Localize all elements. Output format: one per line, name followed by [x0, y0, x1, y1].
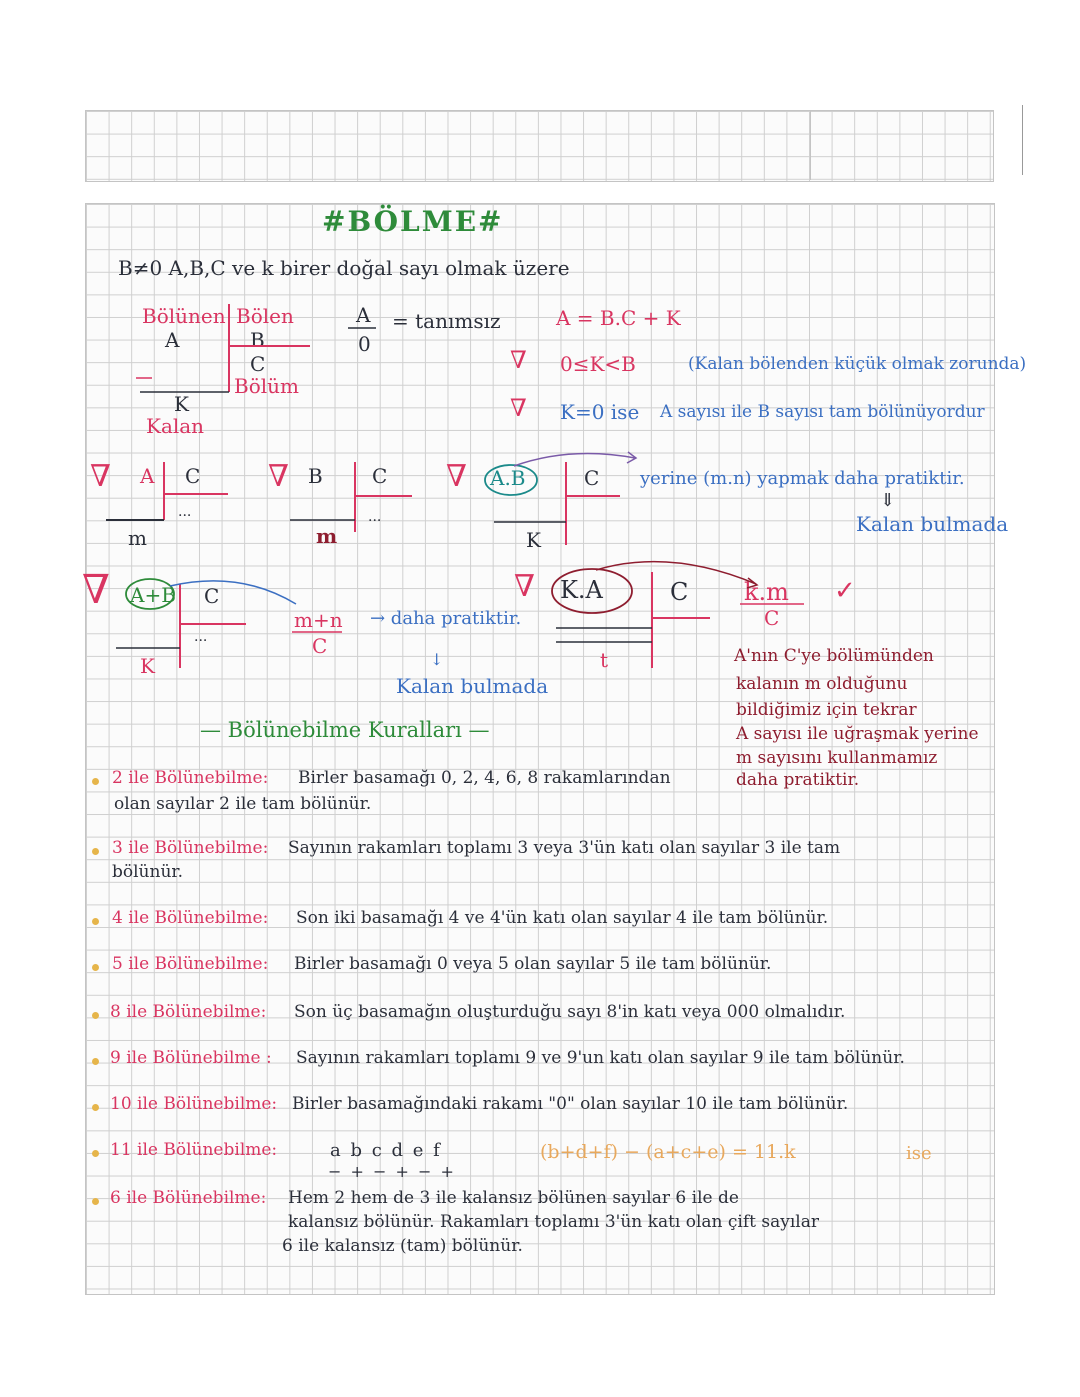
rule-8-text: Son üç basamağın oluşturduğu sayı 8'in katı veya 000 olmalıdır. [294, 1002, 846, 1022]
rule-11-formula: (b+d+f) − (a+c+e) = 11.k [540, 1141, 796, 1163]
note-1-expr: 0≤K<B [560, 352, 636, 376]
rule-11-suffix: ise [906, 1143, 932, 1164]
row2-d1-bottom: K [140, 654, 155, 678]
rule-4-text: Son iki basamağı 4 ve 4'ün katı olan sayılar 4 ile tam bölünür. [296, 908, 829, 928]
rule-3-text: Sayının rakamları toplamı 3 veya 3'ün katı olan sayılar 3 ile tam [288, 838, 841, 858]
rule-9-name: 9 ile Bölünebilme : [110, 1048, 272, 1068]
rule-9-text: Sayının rakamları toplamı 9 ve 9'un katı olan sayılar 9 ile tam bölünür. [296, 1048, 905, 1068]
row2-d1-arrow [170, 581, 296, 608]
rule-10-text: Birler basamağındaki rakamı "0" olan sayılar 10 ile tam bölünür. [292, 1094, 849, 1114]
rule-11-name: 11 ile Bölünebilme: [110, 1140, 278, 1160]
row1-mark-1: ∇ [90, 459, 111, 494]
row2-note2: Kalan bulmada [396, 674, 549, 698]
rule-10-name: 10 ile Bölünebilme: [110, 1094, 278, 1114]
frac-num-A: A [356, 303, 371, 327]
note-1-mark: ∇ [510, 346, 527, 374]
page-title: #BÖLME# [322, 205, 504, 238]
row2-d2-a: K.A [560, 576, 603, 604]
explain-line-1: A'nın C'ye bölümünden [734, 646, 934, 666]
row1-d3-b: C [584, 466, 600, 490]
label-kalan: Kalan [146, 414, 205, 438]
label-K: K [174, 392, 189, 416]
row1-mark-2: ∇ [268, 459, 289, 494]
rule-6-text2: kalansız bölünür. Rakamları toplamı 3'ün katı olan çift sayılar [288, 1212, 819, 1232]
row1-d1-dots: ... [178, 504, 192, 520]
row2-mark-2: ∇ [514, 569, 535, 604]
note-1-comment: (Kalan bölenden küçük olmak zorunda) [688, 354, 1027, 374]
row2-arrow-down: ↓ [430, 650, 444, 669]
rule-3-text2: bölünür. [112, 862, 184, 882]
row2-result-num: k.m [744, 578, 789, 606]
row1-d2-b: C [372, 464, 388, 488]
rule-11-digits: a b c d e f [330, 1140, 442, 1161]
row1-d2-a: B [308, 464, 323, 488]
row2-note: → daha pratiktir. [370, 608, 522, 629]
row2-d2-b: C [670, 578, 689, 606]
row2-d2-arrow [596, 562, 756, 584]
rule-4-name: 4 ile Bölünebilme: [112, 908, 269, 928]
row2-d1-a: A+B [130, 583, 176, 607]
rule-3-name: 3 ile Bölünebilme: [112, 838, 269, 858]
explain-line-4: A sayısı ile uğraşmak yerine [736, 724, 979, 744]
row1-d3-circle [485, 465, 537, 495]
row1-d1-a: A [140, 464, 155, 488]
explain-line-2: kalanın m olduğunu [736, 674, 908, 694]
label-bolunen: Bölünen [142, 304, 226, 328]
rule-11-signs: − + − + − + [328, 1162, 456, 1181]
rules-title: — Bölünebilme Kuralları — [200, 718, 490, 742]
row1-hint: yerine (m.n) yapmak daha pratiktir. [640, 468, 965, 489]
row2-frac-num: m+n [294, 608, 343, 632]
row2-d2-circle [552, 569, 632, 613]
row1-hint2: Kalan bulmada [856, 512, 1009, 536]
row1-d1-bottom: m [128, 526, 147, 550]
row1-d2-bottom: m [316, 524, 338, 548]
row1-d3-arrow [514, 454, 635, 467]
row1-d3-bottom: K [526, 528, 541, 552]
note-2-mark: ∇ [510, 394, 527, 422]
row1-mark-3: ∇ [446, 459, 467, 494]
frac-den-0: 0 [358, 332, 371, 356]
explain-line-6: daha pratiktir. [736, 770, 860, 790]
row2-check: ✓ [834, 576, 856, 606]
rule-6-name: 6 ile Bölünebilme: [110, 1188, 267, 1208]
row1-d2-dots: ... [368, 509, 382, 525]
rule-2-text: Birler basamağı 0, 2, 4, 6, 8 rakamlarından [298, 768, 671, 788]
rule-5-name: 5 ile Bölünebilme: [112, 954, 269, 974]
row1-d3-a: A.B [490, 466, 526, 490]
rule-2-name: 2 ile Bölünebilme: [112, 768, 269, 788]
division-formula: A = B.C + K [556, 306, 681, 330]
label-bolum: Bölüm [234, 374, 299, 398]
explain-line-3: bildiğimiz için tekrar [736, 700, 917, 720]
row2-mark-1: ∇ [82, 567, 110, 613]
label-bolen: Bölen [236, 304, 294, 328]
rule-6-text3: 6 ile kalansız (tam) bölünür. [282, 1236, 523, 1256]
row2-d1-b: C [204, 584, 220, 608]
explain-line-5: m sayısını kullanmamız [736, 748, 938, 768]
note-2-expr: K=0 ise [560, 400, 640, 424]
undefined-text: = tanımsız [392, 309, 501, 333]
label-B: B [250, 328, 265, 352]
note-2-comment: A sayısı ile B sayısı tam bölünüyordur [660, 402, 985, 422]
row2-frac-den: C [312, 634, 328, 658]
label-C: C [250, 352, 266, 376]
label-A: A [165, 328, 180, 352]
rule-5-text: Birler basamağı 0 veya 5 olan sayılar 5 ile tam bölünür. [294, 954, 772, 974]
row1-arrow-down: ⇓ [880, 490, 896, 511]
rule-6-text: Hem 2 hem de 3 ile kalansız bölünen sayılar 6 ile de [288, 1188, 739, 1208]
row2-result-den: C [764, 606, 780, 630]
row2-d1-dots: ... [194, 629, 208, 645]
row2-d1-circle [126, 579, 174, 609]
row1-d1-b: C [185, 464, 201, 488]
rule-2-text2: olan sayılar 2 ile tam bölünür. [114, 794, 372, 814]
intro-text: B≠0 A,B,C ve k birer doğal sayı olmak üzere [118, 256, 570, 280]
rule-8-name: 8 ile Bölünebilme: [110, 1002, 267, 1022]
row2-d2-bottom: t [600, 648, 609, 672]
